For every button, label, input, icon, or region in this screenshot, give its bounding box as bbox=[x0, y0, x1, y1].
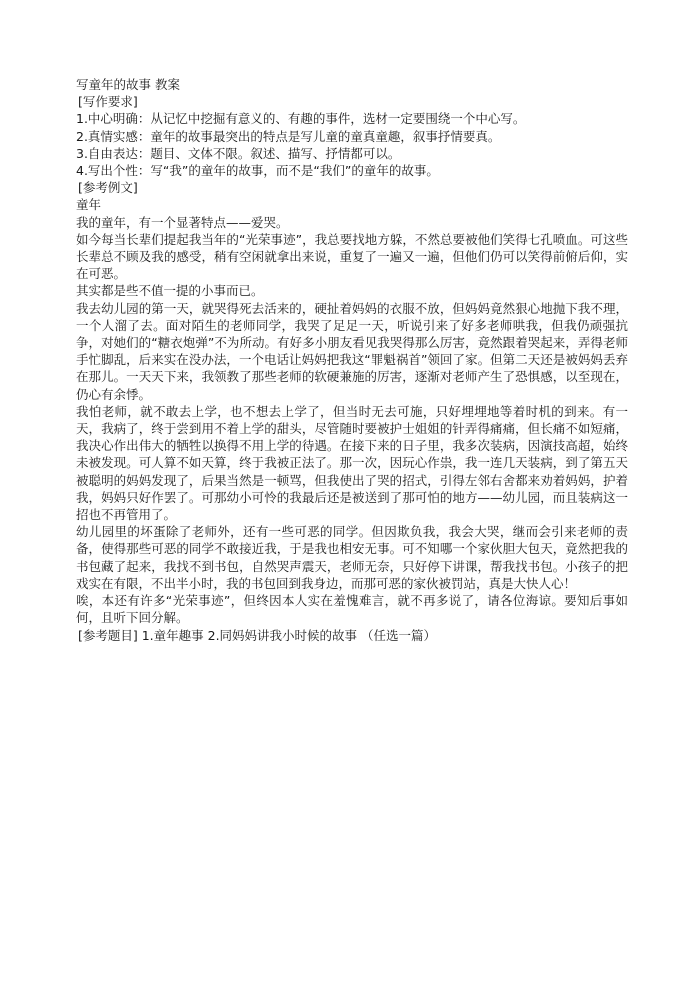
requirements-heading: [写作要求] bbox=[78, 94, 138, 110]
example-paragraph: 如今每当长辈们提起我当年的“光荣事迹”，我总要找地方躲，不然总要被他们笑得七孔喷血。可这些长辈总不顾及我的感受，稍有空闲就拿出来说，重复了一遍又一遍，但他们仍可以笑得前俯后仰，实在可恶。 bbox=[76, 231, 628, 282]
example-paragraph: 其实都是些不值一提的小事而已。 bbox=[76, 283, 264, 299]
example-paragraph: 我的童年，有一个显著特点——爱哭。 bbox=[76, 214, 289, 230]
example-paragraph: 我怕老师，就不敢去上学，也不想去上学了，但当时无去可施，只好埋埋地等着时机的到来。有一天，我病了，终于尝到用不着上学的甜头，尽管随时要被护士姐姐的针弄得痛痛，但长痛不如短痛，我决心作出伟大的牺牲以换得不用上学的待遇。在接下来的日子里，我多次装病，因演技高超，始终未被发现。可人算不如天算，终于我被正法了。那一次，因玩心作祟，我一连几天装病，到了第五天被聪明的妈妈发现了，后果当然是一顿骂，但我使出了哭的招式，引得左邻右舍都来劝着妈妈，护着我，妈妈只好作罢了。可那幼小可怜的我最后还是被送到了那可怕的地方——幼儿园，而且装病这一招也不再管用了。 bbox=[76, 403, 628, 523]
doc-title: 写童年的故事 教案 bbox=[76, 77, 180, 92]
document-page bbox=[76, 76, 628, 644]
reference-topics: [参考题目] 1.童年趣事 2.同妈妈讲我小时候的故事 （任选一篇） bbox=[78, 627, 437, 643]
example-paragraph: 我去幼儿园的第一天，就哭得死去活来的，硬扯着妈妈的衣服不放，但妈妈竟然狠心地抛下我不理，一个人溜了去。面对陌生的老师同学，我哭了足足一天，听说引来了好多老师哄我，但我仍顽强抗争，对她们的“糖衣炮弹”不为所动。有好多小朋友看见我哭得那么厉害，竟然跟着哭起来，弄得老师手忙脚乱，后来实在没办法，一个电话让妈妈把我这“罪魁祸首”领回了家。但第二天还是被妈妈丢弃在那儿。一天天下来，我领教了那些老师的软硬兼施的厉害，逐渐对老师产生了恐惧感，以至现在，仍心有余悸。 bbox=[76, 300, 628, 402]
requirement-item: 2.真情实感：童年的故事最突出的特点是写儿童的童真童趣，叙事抒情要真。 bbox=[76, 128, 501, 144]
requirement-item: 3.自由表达：题目、文体不限。叙述、描写、抒情都可以。 bbox=[76, 145, 401, 161]
requirement-item: 1.中心明确：从记忆中挖掘有意义的、有趣的事件，选材一定要围绕一个中心写。 bbox=[76, 111, 526, 127]
example-heading: [参考例文] bbox=[78, 180, 138, 196]
example-paragraph: 幼儿园里的坏蛋除了老师外，还有一些可恶的同学。但因欺负我，我会大哭，继而会引来老师的责备，使得那些可恶的同学不敢接近我，于是我也相安无事。可不知哪一个家伙胆大包天，竟然把我的书包藏了起来，我找不到书包，自然哭声震天，老师无奈，只好停下讲课，帮我找书包。小孩子的把戏实在有限，不出半小时，我的书包回到我身边，而那可恶的家伙被罚站，真是大快人心！ bbox=[76, 524, 628, 591]
example-paragraph: 唉，本还有许多“光荣事迹”，但终因本人实在羞愧难言，就不再多说了，请各位海谅。要知后事如何，且听下回分解。 bbox=[76, 593, 628, 626]
requirement-item: 4.写出个性：写“我”的童年的故事，而不是“我们”的童年的故事。 bbox=[76, 163, 439, 179]
example-title: 童年 bbox=[76, 197, 102, 213]
